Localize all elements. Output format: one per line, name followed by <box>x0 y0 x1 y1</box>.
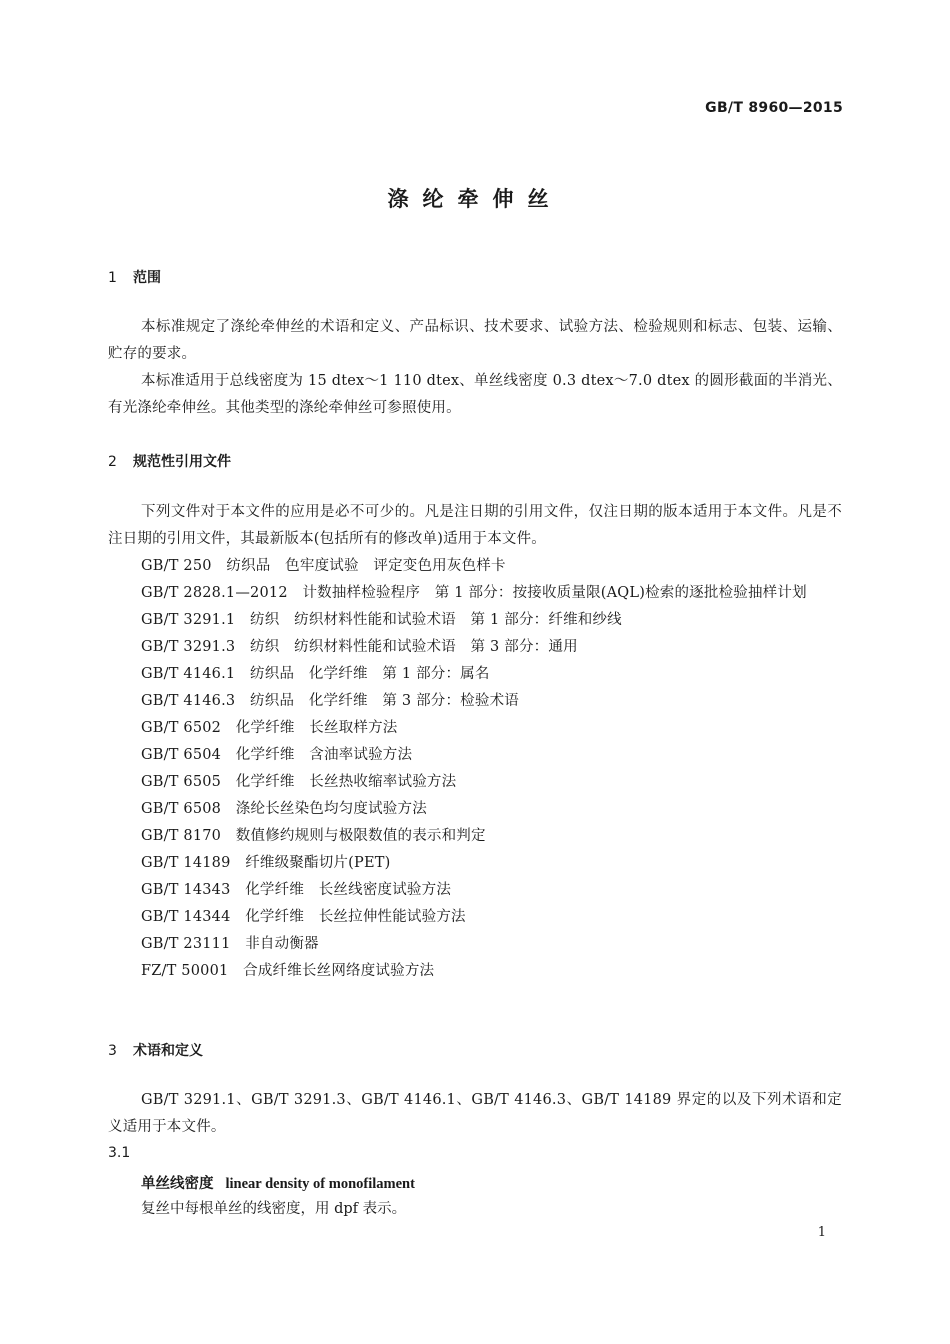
reference-item: GB/T 14189 纤维级聚酯切片(PET) <box>141 855 391 871</box>
reference-item: GB/T 250 纺织品 色牢度试验 评定变色用灰色样卡 <box>141 558 506 574</box>
section-number: 2 <box>108 454 117 470</box>
reference-item: GB/T 3291.1 纺织 纺织材料性能和试验术语 第 1 部分：纤维和纱线 <box>141 612 622 628</box>
standard-code: GB/T 8960—2015 <box>705 100 843 116</box>
reference-item: GB/T 4146.1 纺织品 化学纤维 第 1 部分：属名 <box>141 666 490 682</box>
term-definition: 复丝中每根单丝的线密度，用 dpf 表示。 <box>141 1201 407 1217</box>
paragraph: 本标准适用于总线密度为 15 dtex～1 110 dtex、单丝线密度 0.3 dtex～7.0 dtex 的圆形截面的半消光、有光涤纶牵伸丝。其他类型的涤纶牵伸丝可参照使用。 <box>108 373 842 416</box>
paragraph: GB/T 3291.1、GB/T 3291.3、GB/T 4146.1、GB/T 4146.3、GB/T 14189 界定的以及下列术语和定义适用于本文件。 <box>108 1092 842 1135</box>
reference-list <box>108 553 842 985</box>
term-number: 3.1 <box>108 1145 131 1161</box>
reference-item: GB/T 14343 化学纤维 长丝线密度试验方法 <box>141 882 452 898</box>
reference-item: GB/T 14344 化学纤维 长丝拉伸性能试验方法 <box>141 909 466 925</box>
section-number: 3 <box>108 1043 117 1059</box>
section-title: 规范性引用文件 <box>133 454 231 470</box>
document-title: 涤纶牵伸丝 <box>387 187 563 211</box>
reference-item: GB/T 8170 数值修约规则与极限数值的表示和判定 <box>141 828 486 844</box>
section-heading-scope <box>108 267 161 287</box>
section-heading-normative-references <box>108 451 231 471</box>
term-chinese: 单丝线密度 <box>141 1176 214 1192</box>
term-heading <box>141 1172 415 1193</box>
reference-item: GB/T 3291.3 纺织 纺织材料性能和试验术语 第 3 部分：通用 <box>141 639 578 655</box>
section-heading-terms-and-definitions <box>108 1040 203 1060</box>
reference-item: GB/T 2828.1—2012 计数抽样检验程序 第 1 部分：按接收质量限(AQL)检索的逐批检验抽样计划 <box>141 585 807 601</box>
reference-item: GB/T 6504 化学纤维 含油率试验方法 <box>141 747 413 763</box>
reference-item: GB/T 6508 涤纶长丝染色均匀度试验方法 <box>141 801 427 817</box>
reference-item: GB/T 6505 化学纤维 长丝热收缩率试验方法 <box>141 774 457 790</box>
page-number: 1 <box>817 1225 826 1240</box>
section-number: 1 <box>108 270 117 286</box>
reference-item: GB/T 6502 化学纤维 长丝取样方法 <box>141 720 398 736</box>
paragraph: 下列文件对于本文件的应用是必不可少的。凡是注日期的引用文件，仅注日期的版本适用于本文件。凡是不注日期的引用文件，其最新版本(包括所有的修改单)适用于本文件。 <box>108 504 842 547</box>
section-title: 术语和定义 <box>133 1043 203 1059</box>
section-title: 范围 <box>133 270 161 286</box>
reference-item: GB/T 23111 非自动衡器 <box>141 936 319 952</box>
reference-item: FZ/T 50001 合成纤维长丝网络度试验方法 <box>141 963 435 979</box>
term-english: linear density of monofilament <box>225 1176 415 1192</box>
paragraph: 本标准规定了涤纶牵伸丝的术语和定义、产品标识、技术要求、试验方法、检验规则和标志、包装、运输、贮存的要求。 <box>108 319 842 362</box>
reference-item: GB/T 4146.3 纺织品 化学纤维 第 3 部分：检验术语 <box>141 693 519 709</box>
